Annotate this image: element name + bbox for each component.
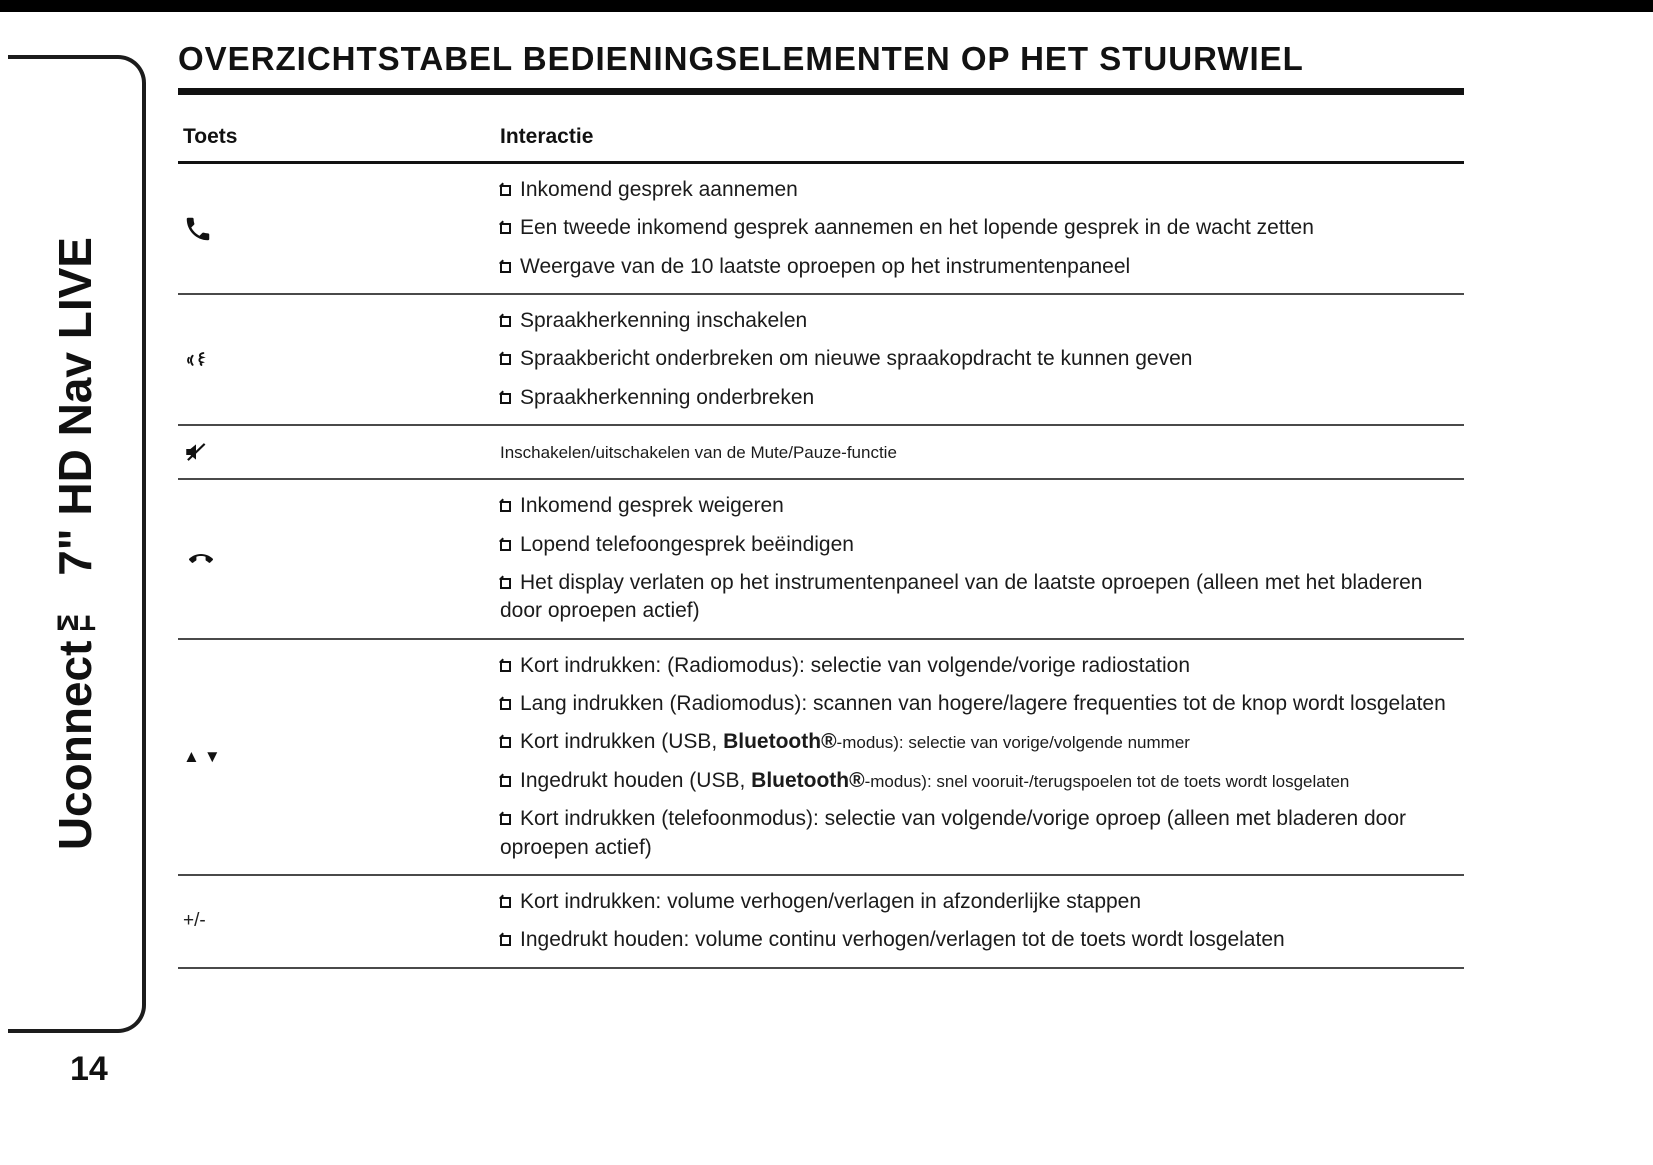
interaction-list xyxy=(500,888,1464,955)
interaction-item xyxy=(500,926,1462,954)
interaction-text: Kort indrukken (telefoonmodus): selectie van volgende/vorige oproep (alleen met bladeren door oproepen actief) xyxy=(500,807,1407,859)
interaction-item xyxy=(500,176,1462,204)
page-number: 14 xyxy=(70,1050,108,1088)
voice-recognition-icon xyxy=(178,307,500,412)
main-content xyxy=(178,40,1464,969)
interaction-text: Spraakherkenning inschakelen xyxy=(520,309,808,333)
square-bullet-icon xyxy=(500,578,511,589)
interaction-item xyxy=(500,531,1462,559)
interaction-item xyxy=(500,438,1462,466)
interaction-item xyxy=(500,307,1462,335)
top-black-bar xyxy=(0,0,1653,12)
square-bullet-icon xyxy=(500,737,511,748)
interaction-text: Ingedrukt houden: volume continu verhogen/verlagen tot de toets wordt losgelaten xyxy=(520,928,1285,952)
interaction-text: Lang indrukken (Radiomodus): scannen van hogere/lagere frequenties tot de knop wordt losgelaten xyxy=(520,692,1446,716)
page-title: OVERZICHTSTABEL BEDIENINGSELEMENTEN OP HET STUURWIEL xyxy=(178,40,1464,95)
interaction-list xyxy=(500,492,1464,625)
table-row xyxy=(178,164,1464,295)
table-row xyxy=(178,480,1464,639)
interaction-text: Spraakherkenning onderbreken xyxy=(520,385,815,409)
square-bullet-icon xyxy=(500,393,511,404)
table-header xyxy=(178,125,1464,164)
interaction-text: Kort indrukken (USB, xyxy=(520,730,724,754)
square-bullet-icon xyxy=(500,501,511,512)
interaction-list xyxy=(500,176,1464,281)
interaction-item xyxy=(500,345,1462,373)
interaction-item xyxy=(500,690,1462,718)
table-row xyxy=(178,640,1464,876)
table-row xyxy=(178,295,1464,426)
square-bullet-icon xyxy=(500,776,511,787)
square-bullet-icon xyxy=(500,897,511,908)
column-header-interactie: Interactie xyxy=(500,125,594,148)
interaction-text: Inschakelen/uitschakelen van de Mute/Pauze-functie xyxy=(500,443,897,463)
interaction-item xyxy=(500,214,1462,242)
interaction-item xyxy=(500,652,1462,680)
interaction-text: Het display verlaten op het instrumentenpaneel van de laatste oproepen (alleen met het bladeren door oproepen actief) xyxy=(500,571,1423,623)
square-bullet-icon xyxy=(500,262,511,273)
interaction-item xyxy=(500,767,1462,795)
interaction-text: Lopend telefoongesprek beëindigen xyxy=(520,532,854,556)
interaction-text: Bluetooth® xyxy=(723,730,837,754)
square-bullet-icon xyxy=(500,814,511,825)
interaction-item xyxy=(500,888,1462,916)
interaction-text: Een tweede inkomend gesprek aannemen en het lopende gesprek in de wacht zetten xyxy=(520,216,1314,240)
interaction-text: Kort indrukken: (Radiomodus): selectie van volgende/vorige radiostation xyxy=(520,653,1191,677)
mute-icon xyxy=(178,438,500,466)
square-bullet-icon xyxy=(500,699,511,710)
square-bullet-icon xyxy=(500,935,511,946)
side-tab xyxy=(8,55,146,1033)
volume-plus-minus-icon: +/- xyxy=(183,910,206,932)
square-bullet-icon xyxy=(500,223,511,234)
interaction-item xyxy=(500,492,1462,520)
interaction-text: Kort indrukken: volume verhogen/verlagen in afzonderlijke stappen xyxy=(520,889,1142,913)
interaction-list xyxy=(500,438,1464,466)
square-bullet-icon xyxy=(500,354,511,365)
phone-hangup-icon xyxy=(178,492,500,625)
sidebar-title: Uconnect™ 7" HD Nav LIVE xyxy=(49,237,101,851)
up-down-arrows-icon: ▲▼ xyxy=(183,746,225,766)
interaction-item xyxy=(500,569,1462,626)
column-header-toets: Toets xyxy=(183,125,238,148)
square-bullet-icon xyxy=(500,661,511,672)
interaction-text: -modus): selectie van vorige/volgende nummer xyxy=(836,733,1190,753)
volume-plus-minus-icon xyxy=(178,888,500,955)
square-bullet-icon xyxy=(500,185,511,196)
interaction-text: Inkomend gesprek aannemen xyxy=(520,178,798,201)
phone-answer-icon xyxy=(178,176,500,281)
up-down-arrows-icon xyxy=(178,652,500,862)
interaction-list xyxy=(500,307,1464,412)
interaction-text: -modus): snel vooruit-/terugspoelen tot de toets wordt losgelaten xyxy=(864,771,1350,791)
table-row xyxy=(178,426,1464,480)
interaction-text: Spraakbericht onderbreken om nieuwe spraakopdracht te kunnen geven xyxy=(520,347,1193,371)
table-row xyxy=(178,876,1464,969)
interaction-item xyxy=(500,253,1462,281)
interaction-item xyxy=(500,728,1462,756)
square-bullet-icon xyxy=(500,540,511,551)
interaction-text: Ingedrukt houden (USB, xyxy=(520,768,752,792)
square-bullet-icon xyxy=(500,316,511,327)
table-rows xyxy=(178,164,1464,969)
interaction-item xyxy=(500,805,1462,862)
interaction-text: Inkomend gesprek weigeren xyxy=(520,494,784,518)
interaction-list xyxy=(500,652,1464,862)
interaction-text: Bluetooth® xyxy=(751,768,865,792)
interaction-text: Weergave van de 10 laatste oproepen op het instrumentenpaneel xyxy=(520,254,1131,278)
interaction-item xyxy=(500,384,1462,412)
